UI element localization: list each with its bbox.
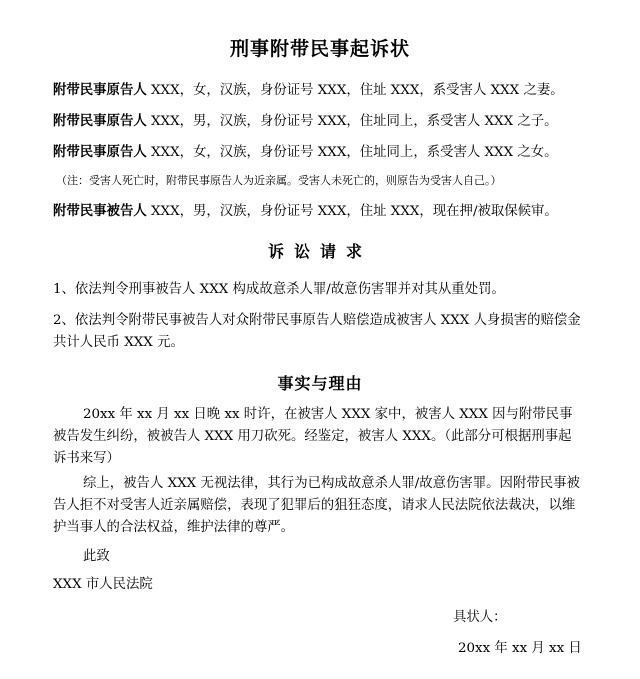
party-role: 附带民事原告人 [53, 145, 147, 160]
signature-label: 具状人： [453, 610, 507, 625]
facts-paragraph-1: 20xx 年 xx 月 xx 日晚 xx 时许，在被害人 XXX 家中，被害人 XXX 因与附带民事被告发生纠纷，被被告人 XXX 用刀砍死。经鉴定，被害人 XXX。（此部分可根据刑事起诉书来写） [53, 407, 573, 466]
party-note: （注：受害人死亡时，附带民事原告人为近亲属。受害人未死亡的，则原告为受害人自己。） [56, 174, 502, 187]
party-details: XXX，男，汉族，身份证号 XXX，住址同上，系受害人 XXX 之子。 [151, 114, 558, 129]
party-details: XXX，女，汉族，身份证号 XXX，住址 XXX，系受害人 XXX 之妻。 [151, 83, 564, 98]
plaintiff-line-2 [53, 113, 558, 131]
plaintiff-line-1 [53, 82, 564, 100]
claim-item-2: 2、依法判令附带民事被告人对众附带民事原告人赔偿造成被害人 XXX 人身损害的赔偿金共计人民币 XXX 元。 [53, 313, 581, 350]
defendant-role: 附带民事被告人 [53, 204, 147, 219]
party-role: 附带民事原告人 [53, 114, 147, 129]
court-name: XXX 市人民法院 [53, 577, 153, 592]
defendant-line [53, 203, 558, 221]
party-role: 附带民事原告人 [53, 83, 147, 98]
facts-heading: 事实与理由 [277, 374, 363, 393]
document-date: 20xx 年 xx 月 xx 日 [458, 641, 582, 656]
defendant-details: XXX，男，汉族，身份证号 XXX，住址 XXX，现在押/被取保候审。 [151, 204, 558, 219]
claims-heading: 诉讼请求 [267, 242, 372, 261]
plaintiff-line-3 [53, 144, 558, 162]
facts-paragraph-2: 综上，被告人 XXX 无视法律，其行为已构成故意杀人罪/故意伤害罪。因附带民事被告人拒不对受害人近亲属赔偿，表现了犯罪后的狙狂态度，请求人民法院依法裁决，以维护当事人的合法权益，维护法律的尊严。 [53, 476, 580, 535]
party-details: XXX，女，汉族，身份证号 XXX，住址同上，系受害人 XXX 之女。 [151, 145, 558, 160]
document-title: 刑事附带民事起诉状 [229, 38, 410, 60]
closing-salutation: 此致 [83, 549, 110, 564]
claim-item-1: 1、依法判令刑事被告人 XXX 构成故意杀人罪/故意伤害罪并对其从重处罚。 [53, 282, 505, 297]
